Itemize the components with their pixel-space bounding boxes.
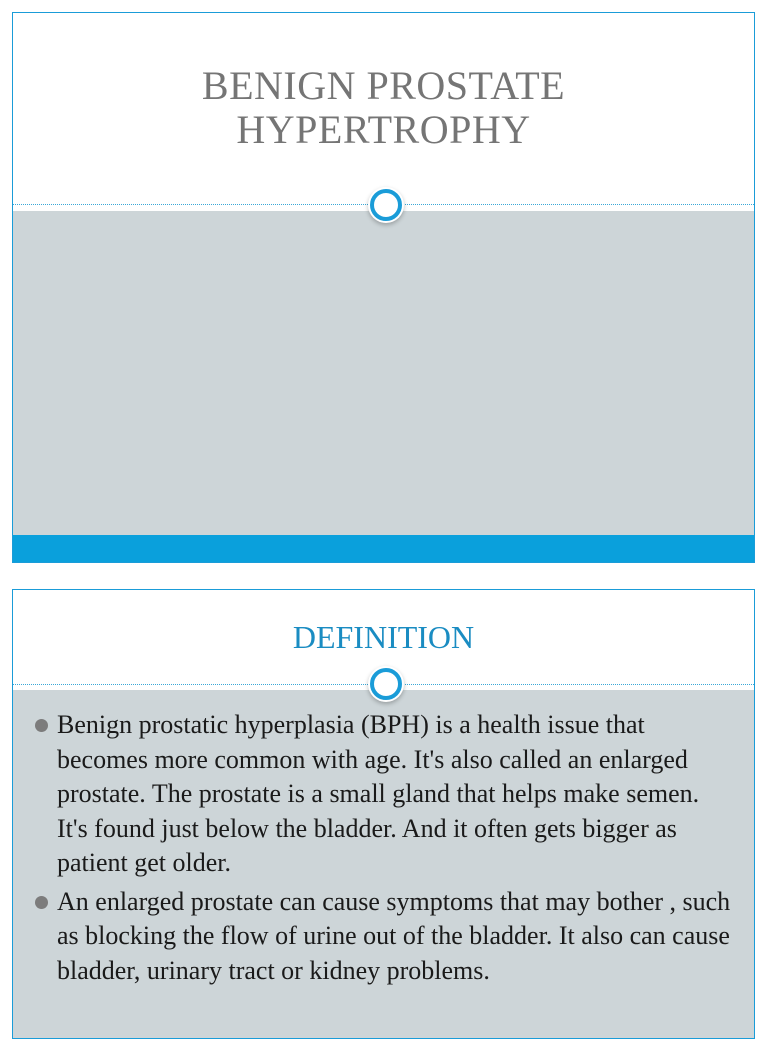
ring-icon	[370, 668, 402, 700]
title-line-1: BENIGN PROSTATE	[201, 63, 566, 108]
title-body-panel	[13, 211, 754, 535]
definition-slide	[12, 589, 755, 1039]
bullet-text: Benign prostatic hyperplasia (BPH) is a health issue that becomes more common with age. It's also called an enlarged prostate. The prostate is a small gland that helps make semen. It's found just below the bladder. And it often gets bigger as patient get older.	[57, 710, 700, 877]
title-slide	[12, 12, 755, 563]
bottom-accent-bar	[13, 535, 754, 562]
title-line-2: HYPERTROPHY	[236, 107, 531, 152]
bullet-item	[35, 885, 734, 989]
ring-icon	[370, 189, 402, 221]
bullet-dot-icon	[35, 719, 48, 732]
bullet-dot-icon	[35, 896, 48, 909]
slide-heading: DEFINITION	[292, 619, 475, 655]
bullet-item	[35, 708, 734, 881]
title-area	[13, 13, 754, 203]
bullet-text: An enlarged prostate can cause symptoms that may bother , such as blocking the flow of urine out of the bladder. It also can cause bladder, urinary tract or kidney problems.	[57, 886, 731, 985]
bullet-list	[35, 708, 734, 992]
slide-title	[202, 64, 565, 152]
